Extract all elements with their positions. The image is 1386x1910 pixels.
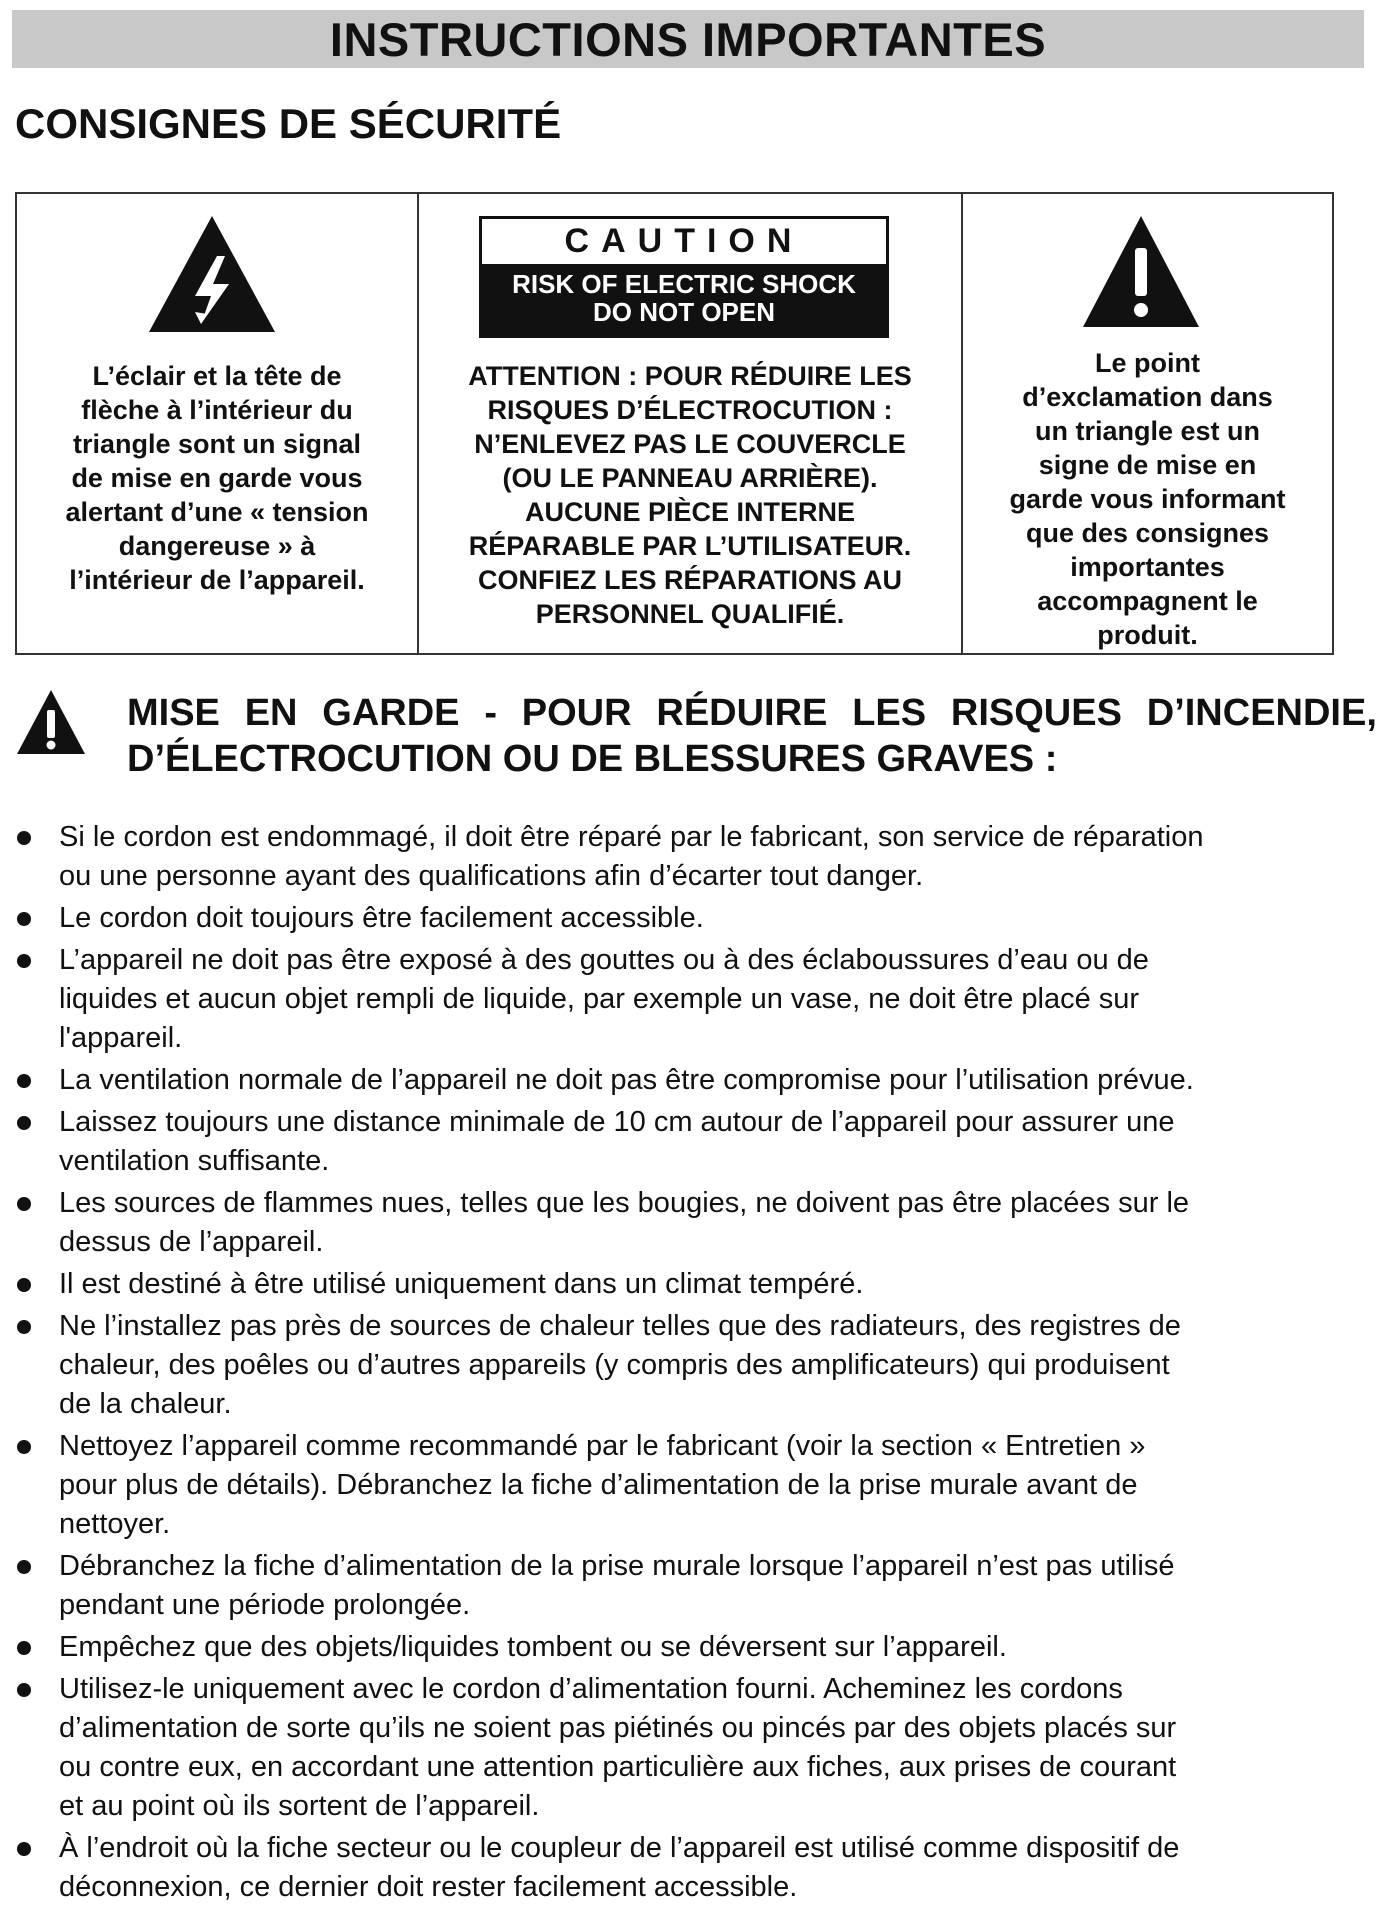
safety-symbols-table: [15, 192, 1334, 655]
list-item-text: Nettoyez l’appareil comme recommandé par le fabricant (voir la section « Entretien » pour plus de détails). Débranchez la fiche d’alimentation de la prise murale avant de nettoyer.: [59, 1430, 1146, 1540]
symbol-cell-lightning: [17, 194, 417, 653]
symbol-text-exclamation: Le point d’exclamation dans un triangle est un signe de mise en garde vous informant que des consignes importantes accompagnent le produit.: [1009, 348, 1286, 650]
warning-heading-line1: [127, 690, 1377, 736]
bullet-dot-icon: [17, 1683, 31, 1697]
caution-label-title: CAUTION: [482, 219, 886, 264]
list-item: [15, 1307, 1375, 1424]
bullet-dot-icon: [17, 1074, 31, 1088]
bullet-dot-icon: [17, 1641, 31, 1655]
list-item: [15, 1670, 1375, 1826]
list-item-text: Il est destiné à être utilisé uniquement dans un climat tempéré.: [59, 1268, 864, 1300]
bullet-dot-icon: [17, 1842, 31, 1856]
symbol-text-caution: ATTENTION : POUR RÉDUIRE LES RISQUES D’ÉLECTROCUTION : N’ENLEVEZ PAS LE COUVERCLE (OU LE PANNEAU ARRIÈRE). AUCUNE PIÈCE INTERNE RÉPARABLE PAR L’UTILISATEUR. CONFIEZ LES RÉPARATIONS AU PERSONNEL QUALIFIÉ.: [468, 361, 912, 629]
list-item-text: Laissez toujours une distance minimale de 10 cm autour de l’appareil pour assurer une ventilation suffisante.: [59, 1106, 1175, 1177]
list-item: [15, 1829, 1375, 1907]
warning-heading-word: D’INCENDIE,: [1146, 692, 1377, 734]
warning-heading-word: RÉDUIRE: [656, 692, 828, 734]
section-title: CONSIGNES DE SÉCURITÉ: [15, 100, 562, 147]
list-item: [15, 1061, 1375, 1100]
bullet-dot-icon: [17, 1320, 31, 1334]
exclamation-triangle-icon: [1081, 214, 1201, 329]
list-item-text: L’appareil ne doit pas être exposé à des gouttes ou à des éclaboussures d’eau ou de liquides et aucun objet rempli de liquide, par exemple un vase, ne doit être placé sur l'appareil.: [59, 944, 1149, 1054]
bullet-dot-icon: [17, 1560, 31, 1574]
list-item: [15, 1628, 1375, 1667]
warning-heading-word: EN: [244, 692, 298, 734]
header-bar: [12, 10, 1364, 68]
warning-triangle-icon: [15, 688, 87, 756]
symbol-text-lightning: L’éclair et la tête de flèche à l’intérieur du triangle sont un signal de mise en garde vous alertant d’une « tension dangereuse » à l’intérieur de l’appareil.: [65, 361, 369, 595]
list-item-text: Empêchez que des objets/liquides tombent ou se déversent sur l’appareil.: [59, 1631, 1007, 1663]
list-item: [15, 1265, 1375, 1304]
list-item-text: Débranchez la fiche d’alimentation de la prise murale lorsque l’appareil n’est pas utilisé pendant une période prolongée.: [59, 1550, 1175, 1621]
list-item: [15, 1103, 1375, 1181]
page-title: INSTRUCTIONS IMPORTANTES: [329, 12, 1047, 66]
bullet-dot-icon: [17, 954, 31, 968]
warning-heading-word: POUR: [521, 692, 632, 734]
list-item-text: Le cordon doit toujours être facilement accessible.: [59, 902, 704, 934]
warning-heading-word: GARDE: [322, 692, 460, 734]
list-item-text: Les sources de flammes nues, telles que les bougies, ne doivent pas être placées sur le dessus de l’appareil.: [59, 1187, 1190, 1258]
bullet-dot-icon: [17, 831, 31, 845]
caution-label-icon: [479, 216, 889, 338]
list-item-text: À l’endroit où la fiche secteur ou le coupleur de l’appareil est utilisé comme dispositif de déconnexion, ce dernier doit rester facilement accessible.: [59, 1832, 1180, 1903]
bullet-dot-icon: [17, 1278, 31, 1292]
list-item: [15, 818, 1375, 896]
warning-heading-word: LES: [852, 692, 927, 734]
safety-instructions-list: [15, 818, 1375, 1910]
list-item: [15, 1427, 1375, 1544]
bullet-dot-icon: [17, 912, 31, 926]
bullet-dot-icon: [17, 1197, 31, 1211]
list-item-text: Utilisez-le uniquement avec le cordon d’alimentation fourni. Acheminez les cordons d’alimentation de sorte qu’ils ne soient pas piétinés ou pincés par des objets placés sur ou contre eux, en accordant une attention particulière aux fiches, aux prises de courant et au point où ils sortent de l’appareil.: [59, 1673, 1177, 1822]
list-item: [15, 1547, 1375, 1625]
bullet-dot-icon: [17, 1440, 31, 1454]
caution-label-subtitle: RISK OF ELECTRIC SHOCK DO NOT OPEN: [512, 269, 856, 327]
bullet-dot-icon: [17, 1116, 31, 1130]
list-item: [15, 1184, 1375, 1262]
list-item-text: Si le cordon est endommagé, il doit être réparé par le fabricant, son service de réparation ou une personne ayant des qualifications afin d’écarter tout danger.: [59, 821, 1204, 892]
lightning-triangle-icon: [147, 214, 277, 334]
symbol-cell-caution: [417, 194, 961, 653]
warning-heading-word: RISQUES: [950, 692, 1122, 734]
list-item-text: Ne l’installez pas près de sources de chaleur telles que des radiateurs, des registres de chaleur, des poêles ou d’autres appareils (y compris des amplificateurs) qui produisent de la chaleur.: [59, 1310, 1181, 1420]
symbol-cell-exclamation: [961, 194, 1332, 653]
list-item: [15, 899, 1375, 938]
warning-heading-line2: D’ÉLECTROCUTION OU DE BLESSURES GRAVES :: [127, 738, 1058, 780]
list-item: [15, 941, 1375, 1058]
warning-heading: [127, 690, 1377, 782]
list-item-text: La ventilation normale de l’appareil ne doit pas être compromise pour l’utilisation prévue.: [59, 1064, 1194, 1096]
warning-heading-word: -: [484, 692, 497, 734]
warning-heading-word: MISE: [127, 692, 220, 734]
